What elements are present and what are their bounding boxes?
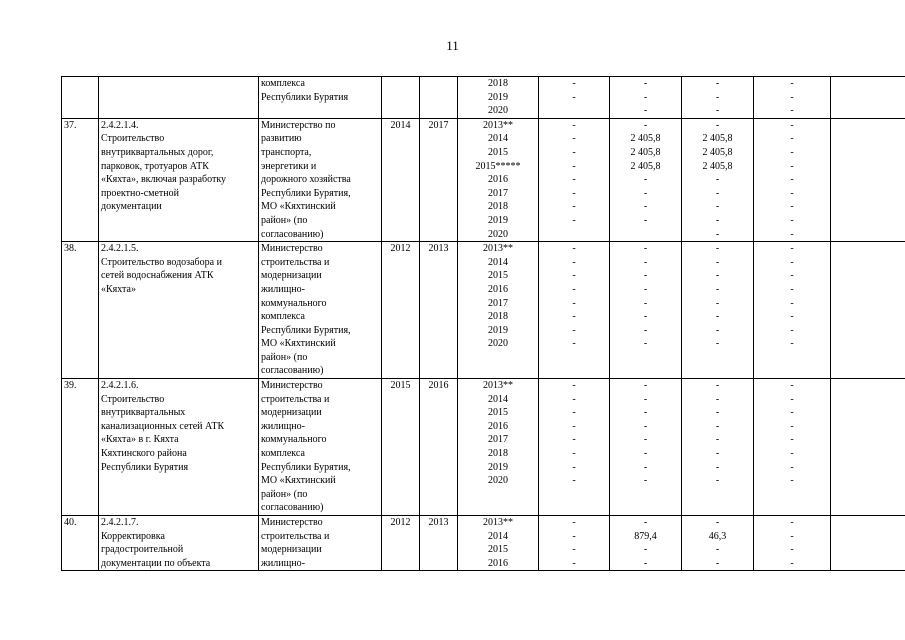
funding-column-1-value: -: [572, 517, 576, 528]
funding-column-2-value: -: [643, 201, 648, 213]
funding-column-1-value: -: [572, 283, 576, 295]
funding-column-1-value: -: [572, 448, 576, 460]
years-column-value: 2013**: [483, 243, 513, 255]
funding-column-2-value: -: [643, 297, 648, 309]
years-column: [458, 516, 539, 571]
start-year: 2015: [382, 379, 420, 516]
funding-column-1-value: [541, 228, 607, 242]
funding-column-1-value: -: [572, 146, 576, 158]
row-number: [62, 77, 99, 119]
funding-column-3-value: -: [715, 448, 720, 460]
funding-column-2-value: -: [643, 434, 648, 446]
funding-column-4-value: -: [790, 407, 794, 419]
funding-column-1-value: -: [572, 243, 576, 255]
funding-column-2-value: 2 405,8: [630, 146, 661, 158]
funding-column-1-value: -: [572, 393, 576, 405]
funding-column-1-value: -: [572, 407, 576, 419]
years-column: [458, 379, 539, 516]
years-column-value: 2018: [488, 78, 508, 89]
empty-column: [831, 379, 905, 516]
empty-column: [831, 516, 905, 571]
funding-column-3-value: -: [715, 119, 720, 131]
funding-column-1: [539, 118, 610, 241]
years-column: [458, 77, 539, 119]
funding-column-4-value: -: [790, 256, 794, 268]
funding-column-2-value: -: [643, 119, 648, 131]
funding-column-4: [754, 242, 831, 379]
start-year: 2012: [382, 242, 420, 379]
funding-column-1-value: -: [572, 557, 576, 569]
start-year: 2012: [382, 516, 420, 571]
funding-column-4-value: -: [790, 214, 794, 226]
funding-column-4-value: -: [790, 530, 794, 542]
row-number: 38.: [62, 242, 99, 379]
funding-column-3: [682, 118, 754, 241]
empty-column: [831, 77, 905, 119]
funding-column-3-value: -: [715, 201, 720, 213]
funding-column-4: [754, 77, 831, 119]
funding-column-1-value: -: [572, 311, 576, 323]
funding-column-3-value: -: [715, 407, 720, 419]
years-column-value: 2018: [488, 311, 508, 323]
funding-column-3-value: -: [715, 214, 720, 226]
years-column-value: 2014: [488, 530, 508, 542]
years-column-value: 2016: [488, 420, 508, 432]
funding-column-3-value: -: [715, 475, 720, 487]
years-column-value: 2020: [488, 475, 508, 487]
funding-column-2-value: -: [643, 214, 648, 226]
funding-column-3-value: -: [715, 187, 720, 199]
end-year: 2016: [420, 379, 458, 516]
page-number: 11: [446, 38, 459, 53]
funding-column-3-value: -: [715, 228, 720, 240]
funding-column-1-value: -: [572, 78, 576, 89]
funding-column-3-value: -: [715, 461, 720, 473]
years-column-value: 2020: [488, 228, 508, 240]
responsible-executor: Министерство по развитию транспорта, энергетики и дорожного хозяйства Республики Бурятия, МО «Кяхтинский район» (по согласованию): [259, 118, 382, 241]
years-column-value: 2015: [488, 270, 508, 282]
funding-column-4-value: -: [790, 557, 794, 569]
funding-column-4-value: -: [790, 270, 794, 282]
activity-name: 2.4.2.1.7. Корректировка градостроительной документации по объекта: [99, 516, 259, 571]
funding-column-2-value: -: [643, 256, 648, 268]
row-number: 37.: [62, 118, 99, 241]
funding-column-4-value: -: [790, 133, 794, 145]
table-row: [62, 242, 905, 379]
funding-column-2-value: -: [643, 338, 648, 350]
responsible-executor: Министерство строительства и модернизации жилищно- коммунального комплекса Республики Бурятия, МО «Кяхтинский район» (по согласованию): [259, 242, 382, 379]
years-column: [458, 242, 539, 379]
funding-column-3-value: 2 405,8: [702, 133, 733, 145]
funding-column-2-value: -: [643, 283, 648, 295]
funding-column-3-value: -: [715, 256, 720, 268]
years-column-value: 2014: [488, 393, 508, 405]
funding-column-4-value: -: [790, 475, 794, 487]
funding-column-3-value: 2 405,8: [702, 160, 733, 172]
years-column-value: 2020: [488, 338, 508, 350]
funding-column-4-value: -: [790, 434, 794, 446]
funding-column-2-value: -: [643, 380, 648, 392]
funding-column-1-value: -: [572, 133, 576, 145]
funding-column-2-value: -: [643, 517, 648, 528]
years-column-value: 2015: [488, 544, 508, 556]
funding-column-3: [682, 516, 754, 571]
funding-column-4-value: -: [790, 119, 794, 131]
funding-column-4-value: -: [790, 228, 794, 240]
table-row: [62, 516, 905, 571]
funding-column-4-value: -: [790, 187, 794, 199]
end-year: [420, 77, 458, 119]
responsible-executor: Министерство строительства и модернизации жилищно- коммунального комплекса Республики Бурятия, МО «Кяхтинский район» (по согласованию): [259, 379, 382, 516]
funding-column-4-value: -: [790, 517, 794, 528]
funding-column-3-value: -: [715, 91, 720, 103]
end-year: 2017: [420, 118, 458, 241]
funding-column-2-value: -: [643, 407, 648, 419]
funding-column-1: [539, 77, 610, 119]
years-column-value: 2013**: [483, 380, 513, 392]
years-column-value: 2017: [488, 297, 508, 309]
row-number: 39.: [62, 379, 99, 516]
funding-column-1-value: -: [572, 461, 576, 473]
funding-column-2-value: 2 405,8: [630, 133, 661, 145]
activity-name: 2.4.2.1.5. Строительство водозабора и сетей водоснабжения АТК «Кяхта»: [99, 242, 259, 379]
funding-column-2-value: -: [643, 174, 648, 186]
funding-column-2-value: -: [643, 105, 648, 117]
funding-column-2-value: 2 405,8: [630, 160, 661, 172]
years-column-value: 2013**: [483, 119, 513, 131]
funding-column-2: [610, 516, 682, 571]
funding-column-4-value: -: [790, 160, 794, 172]
years-column-value: 2016: [488, 174, 508, 186]
funding-column-4-value: -: [790, 311, 794, 323]
funding-column-3-value: -: [715, 311, 720, 323]
funding-column-1-value: -: [572, 160, 576, 172]
funding-column-1-value: [541, 104, 607, 118]
funding-column-4: [754, 379, 831, 516]
funding-column-2-value: -: [643, 448, 648, 460]
years-column-value: 2015: [488, 146, 508, 158]
funding-column-3-value: -: [715, 434, 720, 446]
funding-column-4-value: -: [790, 393, 794, 405]
funding-column-4-value: -: [790, 105, 794, 117]
funding-column-4: [754, 118, 831, 241]
responsible-executor: комплекса Республики Бурятия: [259, 77, 382, 119]
years-column-value: 2017: [488, 187, 508, 199]
funding-column-3-value: -: [715, 283, 720, 295]
years-column-value: 2014: [488, 133, 508, 145]
years-column-value: 2019: [488, 91, 508, 103]
funding-column-3: [682, 77, 754, 119]
years-column-value: 2016: [488, 283, 508, 295]
funding-column-3-value: 46,3: [708, 530, 727, 542]
funding-column-4-value: -: [790, 201, 794, 213]
funding-column-4: [754, 516, 831, 571]
years-column-value: 2016: [488, 557, 508, 569]
funding-column-2-value: 879,4: [634, 530, 657, 542]
funding-column-3-value: -: [715, 420, 720, 432]
funding-column-4-value: -: [790, 324, 794, 336]
years-column-value: 2015: [488, 407, 508, 419]
funding-column-2: [610, 242, 682, 379]
funding-column-4-value: -: [790, 461, 794, 473]
funding-column-4-value: -: [790, 174, 794, 186]
funding-column-2-value: -: [643, 557, 648, 569]
funding-column-1-value: -: [572, 324, 576, 336]
funding-column-3-value: -: [715, 393, 720, 405]
funding-column-1-value: -: [572, 420, 576, 432]
funding-column-2: [610, 118, 682, 241]
years-column: [458, 118, 539, 241]
funding-column-2-value: -: [643, 243, 648, 255]
funding-column-3-value: -: [715, 338, 720, 350]
funding-column-2-value: -: [643, 91, 648, 103]
funding-column-2-value: -: [643, 187, 648, 199]
funding-column-1-value: -: [572, 530, 576, 542]
start-year: 2014: [382, 118, 420, 241]
funding-column-3-value: -: [715, 380, 720, 392]
funding-column-4-value: -: [790, 544, 794, 556]
funding-column-4-value: -: [790, 91, 794, 103]
years-column-value: 2018: [488, 201, 508, 213]
row-number: 40.: [62, 516, 99, 571]
funding-column-3-value: -: [715, 243, 720, 255]
funding-column-4-value: -: [790, 420, 794, 432]
funding-column-1-value: -: [572, 380, 576, 392]
funding-column-1: [539, 516, 610, 571]
funding-column-3-value: -: [715, 105, 720, 117]
funding-column-2: [610, 379, 682, 516]
funding-column-1-value: -: [572, 434, 576, 446]
end-year: 2013: [420, 516, 458, 571]
funding-column-3: [682, 242, 754, 379]
funding-column-1: [539, 242, 610, 379]
funding-column-1-value: -: [572, 91, 576, 103]
start-year: [382, 77, 420, 119]
funding-column-1-value: -: [572, 297, 576, 309]
funding-column-4-value: -: [790, 243, 794, 255]
funding-column-2-value: -: [643, 270, 648, 282]
funding-column-2-value: -: [643, 324, 648, 336]
funding-column-4-value: -: [790, 338, 794, 350]
funding-column-1-value: -: [572, 187, 576, 199]
funding-column-1-value: -: [572, 338, 576, 350]
end-year: 2013: [420, 242, 458, 379]
funding-column-1-value: -: [572, 174, 576, 186]
funding-column-3-value: -: [715, 544, 720, 556]
funding-column-3-value: -: [715, 270, 720, 282]
funding-column-1-value: -: [572, 256, 576, 268]
funding-column-4-value: -: [790, 448, 794, 460]
years-column-value: 2017: [488, 434, 508, 446]
funding-column-1-value: -: [572, 270, 576, 282]
funding-column-1-value: -: [572, 119, 576, 131]
funding-column-2-value: -: [643, 420, 648, 432]
years-column-value: 2020: [488, 105, 508, 117]
funding-column-2-value: -: [643, 311, 648, 323]
funding-column-1-value: -: [572, 201, 576, 213]
funding-column-1-value: -: [572, 544, 576, 556]
funding-column-4-value: -: [790, 380, 794, 392]
funding-column-2-value: -: [643, 544, 648, 556]
funding-column-2-value: -: [643, 78, 648, 89]
funding-column-4-value: -: [790, 146, 794, 158]
funding-column-1: [539, 379, 610, 516]
funding-column-4-value: -: [790, 78, 794, 89]
funding-column-3-value: -: [715, 517, 720, 528]
years-column-value: 2014: [488, 256, 508, 268]
funding-column-1-value: -: [572, 214, 576, 226]
table-row: [62, 118, 905, 241]
funding-column-3-value: 2 405,8: [702, 146, 733, 158]
responsible-executor: Министерство строительства и модернизации жилищно-: [259, 516, 382, 571]
years-column-value: 2013**: [483, 517, 513, 528]
funding-column-2: [610, 77, 682, 119]
funding-column-1-value: -: [572, 475, 576, 487]
empty-column: [831, 118, 905, 241]
activity-name: 2.4.2.1.6. Строительство внутриквартальных канализационных сетей АТК «Кяхта» в г. Кяхта Кяхтинского района Республики Бурятия: [99, 379, 259, 516]
years-column-value: 2015*****: [475, 160, 521, 172]
funding-column-3: [682, 379, 754, 516]
years-column-value: 2019: [488, 461, 508, 473]
program-activities-table: [61, 76, 905, 571]
funding-column-3-value: -: [715, 324, 720, 336]
funding-column-2-value: -: [643, 475, 648, 487]
funding-column-2-value: -: [643, 393, 648, 405]
funding-column-3-value: -: [715, 174, 720, 186]
activity-name: [99, 77, 259, 119]
funding-column-4-value: -: [790, 283, 794, 295]
empty-column: [831, 242, 905, 379]
funding-column-2-value: -: [643, 461, 648, 473]
activity-name: 2.4.2.1.4. Строительство внутриквартальных дорог, парковок, тротуаров АТК «Кяхта», включая разработку проектно-сметной документации: [99, 118, 259, 241]
funding-column-3-value: -: [715, 78, 720, 89]
funding-column-3-value: -: [715, 297, 720, 309]
funding-column-4-value: -: [790, 297, 794, 309]
funding-column-2-value: [612, 228, 679, 242]
years-column-value: 2019: [488, 324, 508, 336]
years-column-value: 2018: [488, 448, 508, 460]
table-row: [62, 379, 905, 516]
funding-column-3-value: -: [715, 557, 720, 569]
years-column-value: 2019: [488, 214, 508, 226]
table-row: [62, 77, 905, 119]
